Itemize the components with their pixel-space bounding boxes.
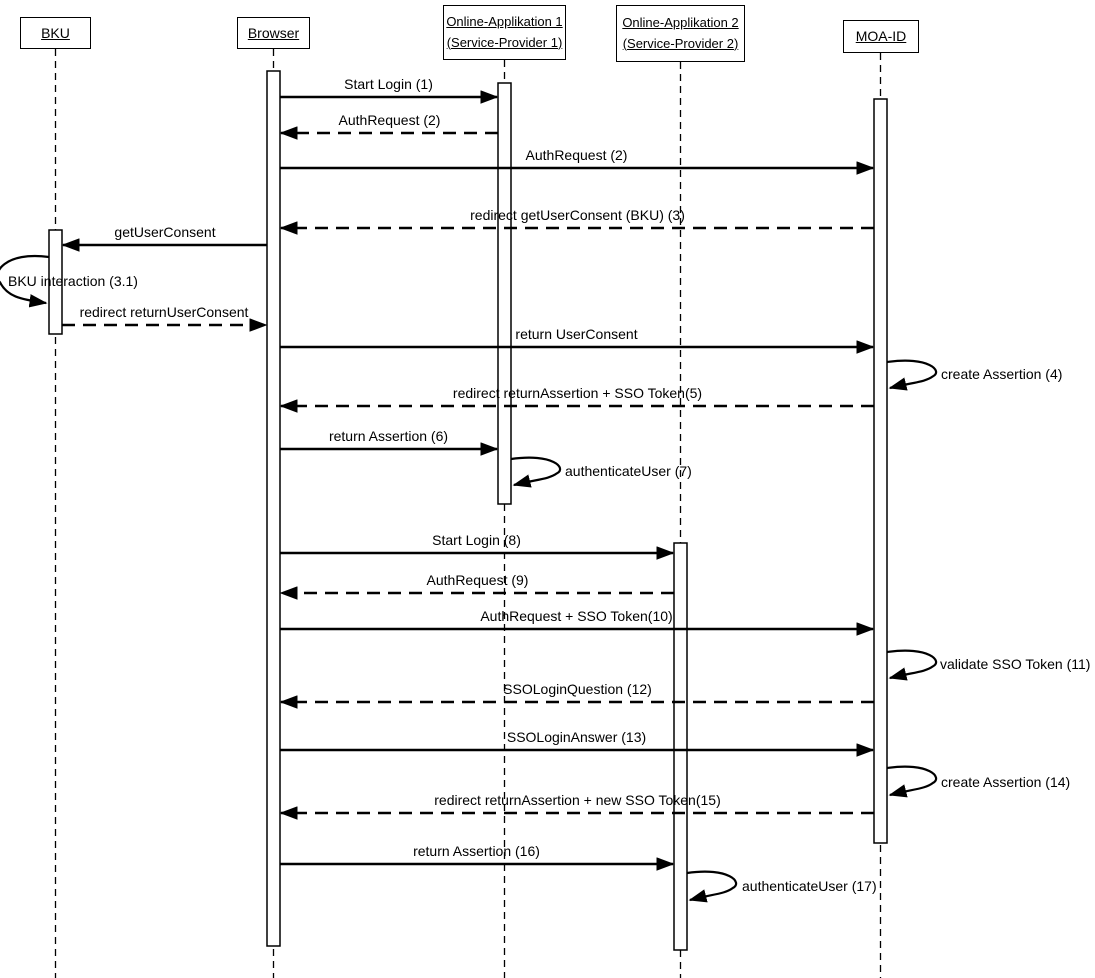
message-label: SSOLoginAnswer (13) — [506, 729, 647, 745]
self-message-label: validate SSO Token (11) — [940, 656, 1091, 672]
self-message-label: BKU interaction (3.1) — [8, 273, 138, 289]
activation-bar-oa2 — [674, 543, 687, 950]
message-label: AuthRequest (9) — [426, 572, 529, 588]
participant-label-moaid: MOA-ID — [855, 28, 907, 44]
message-label: redirect getUserConsent (BKU) (3) — [470, 207, 685, 223]
message-label: SSOLoginQuestion (12) — [503, 681, 652, 697]
participant-label-oa2-line1: Online-Applikation 2 — [622, 15, 739, 31]
message-label: getUserConsent — [114, 224, 216, 240]
message-label: redirect returnAssertion + SSO Token(5) — [452, 385, 703, 401]
self-message-arrow-moaid — [887, 767, 936, 795]
message-label: redirect returnAssertion + new SSO Token(15) — [434, 792, 721, 808]
message-label: redirect returnUserConsent — [79, 304, 249, 320]
self-message-arrow-bku — [0, 256, 49, 303]
self-message-label: authenticateUser (7) — [565, 463, 692, 479]
message-label: return UserConsent — [515, 326, 638, 342]
self-message-arrow-oa2 — [687, 872, 736, 900]
participant-box-bku — [20, 17, 91, 49]
message-label: return Assertion (6) — [328, 428, 449, 444]
self-message-arrow-moaid — [887, 361, 936, 388]
activation-bar-oa1 — [498, 83, 511, 504]
message-label: AuthRequest (2) — [525, 147, 628, 163]
message-label: AuthRequest (2) — [338, 112, 441, 128]
participant-label-browser: Browser — [247, 24, 300, 41]
self-message-label: create Assertion (14) — [941, 774, 1071, 790]
participant-box-online-applikation-2 — [616, 5, 745, 62]
activation-bar-bku — [49, 230, 62, 334]
activation-bar-moaid — [874, 99, 887, 843]
self-message-arrow-oa1 — [511, 458, 560, 485]
message-label: return Assertion (16) — [413, 843, 540, 859]
self-message-label: create Assertion (4) — [941, 366, 1063, 382]
message-label: Start Login (1) — [344, 76, 433, 92]
participant-box-moa-id — [843, 20, 919, 53]
participant-box-online-applikation-1 — [443, 5, 566, 60]
message-label: AuthRequest + SSO Token(10) — [480, 608, 673, 624]
participant-label-oa2-line2: (Service-Provider 2) — [622, 35, 739, 51]
self-message-arrow-moaid — [887, 651, 936, 678]
participant-label-oa1-line2: (Service-Provider 1) — [446, 34, 563, 50]
participant-label-bku: BKU — [41, 24, 70, 41]
message-label: Start Login (8) — [432, 532, 521, 548]
participant-label-oa1-line1: Online-Applikation 1 — [446, 14, 563, 30]
participant-box-browser — [237, 17, 310, 49]
activation-bar-browser — [267, 71, 280, 946]
self-message-label: authenticateUser (17) — [742, 878, 877, 894]
